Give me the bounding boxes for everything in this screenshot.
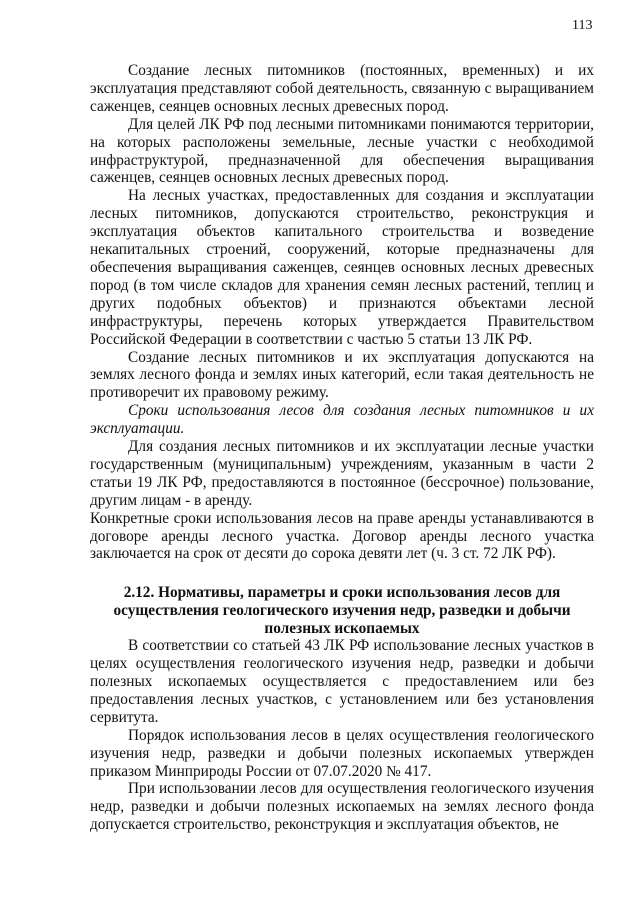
document-body — [90, 62, 594, 834]
italic-subheading: Сроки использования лесов для создания лесных питомников и их эксплуатации. — [90, 402, 594, 438]
section-heading: 2.12. Нормативы, параметры и сроки использования лесов для осуществления геологического изучения недр, разведки и добычи полезных ископаемых — [113, 584, 571, 637]
paragraph-nurseries-purpose: Для целей ЛК РФ под лесными питомниками понимаются территории, на которых расположены земельные, лесные участки с необходимой инфраструктурой, предназначенной для обеспечения выращивания саженцев, сеянцев основных лесных древесных пород. — [90, 115, 594, 187]
page-number: 113 — [572, 18, 593, 33]
paragraph-nurseries-definition: Создание лесных питомников (постоянных, временных) и их эксплуатация представляют собой деятельность, связанную с выращиванием саженцев, сеянцев основных лесных древесных пород. — [90, 62, 594, 115]
paragraph-geology-article-43: В соответствии со статьей 43 ЛК РФ использование лесных участков в целях осуществления геологического изучения недр, разведки и добычи полезных ископаемых осуществляется с предоставлением или без предоставления лесных участков, с установлением или без установления сервитута. — [90, 637, 594, 726]
paragraph-geology-construction: При использовании лесов для осуществления геологического изучения недр, разведки и добычи полезных ископаемых на землях лесного фонда допускается строительство, реконструкция и эксплуатация объектов, не — [90, 780, 594, 834]
paragraph-lease-terms: Конкретные сроки использования лесов на праве аренды устанавливаются в договоре аренды лесного участка. Договор аренды лесного участка заключается на срок от десяти до сорока девяти лет (ч. 3 ст. 72 ЛК РФ). — [90, 509, 594, 563]
paragraph-nurseries-lands: Создание лесных питомников и их эксплуатация допускаются на землях лесного фонда и землях иных категорий, если такая деятельность не противоречит их правовому режиму. — [90, 348, 594, 402]
paragraph-nurseries-construction: На лесных участках, предоставленных для создания и эксплуатации лесных питомников, допускаются строительство, реконструкция и эксплуатация объектов капитального строительства и возведение некапитальных строений, сооружений, которые предназначены для обеспечения выращивания саженцев, сеянцев основных лесных древесных пород (в том числе складов для хранения семян лесных растений, теплиц и других подобных объектов) и признаются объектами лесной инфраструктуры, перечень которых утверждается Правительством Российской Федерации в соответствии с частью 5 статьи 13 ЛК РФ. — [90, 187, 594, 348]
paragraph-nurseries-provision: Для создания лесных питомников и их эксплуатации лесные участки государственным (муниципальным) учреждениям, указанным в части 2 статьи 19 ЛК РФ, предоставляются в постоянное (бессрочное) пользование, другим лицам - в аренду. — [90, 438, 594, 509]
paragraph-geology-order: Порядок использования лесов в целях осуществления геологического изучения недр, разведки и добычи полезных ископаемых утвержден приказом Минприроды России от 07.07.2020 № 417. — [90, 726, 594, 780]
